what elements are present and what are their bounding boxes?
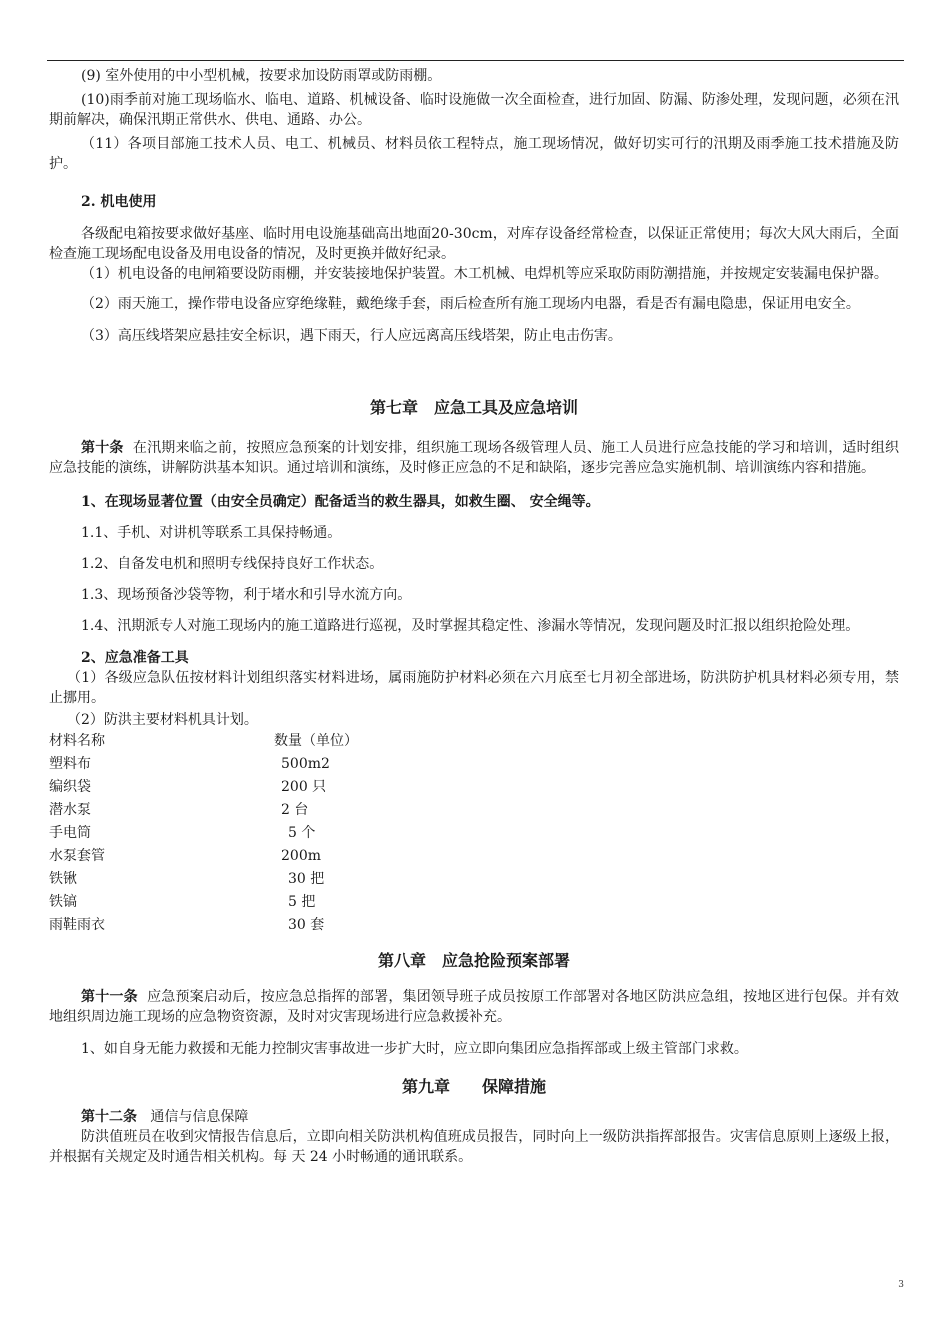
article-10-paragraph [49, 438, 899, 478]
materials-header-qty: 数量（单位） [274, 733, 358, 749]
article-12-text: 防洪值班员在收到灾情报告信息后，立即向相关防洪机构值班成员报告，同时向上一级防洪指挥部报告。灾害信息原则上逐级上报，并根据有关规定及时通告相关机构。每 天 24 小时畅通的通讯联系。 [49, 1129, 899, 1165]
table-row [49, 776, 899, 799]
table-row [49, 753, 899, 776]
article-10-text: 在汛期来临之前，按照应急预案的计划安排，组织施工现场各级管理人员、施工人员进行应急技能的学习和培训，适时组织应急技能的演练，讲解防洪基本知识。通过培训和演练，及时修正应急的不足和缺陷，逐步完善应急实施机制、培训演练内容和措施。 [49, 440, 900, 476]
ch7-item1-sub4: 1.4、汛期派专人对施工现场内的施工道路进行巡视，及时掌握其稳定性、渗漏水等情况，发现问题及时汇报以组织抢险处理。 [81, 618, 860, 634]
material-name: 铁锹 [49, 871, 77, 887]
ch7-item1-sub3: 1.3、现场预备沙袋等物，利于堵水和引导水流方向。 [81, 587, 412, 603]
article-11-label: 第十一条 [81, 989, 138, 1005]
article-11-paragraph [49, 987, 899, 1027]
article-12-label: 第十二条 [81, 1109, 137, 1125]
material-qty: 5 个 [288, 825, 316, 841]
table-row [49, 845, 899, 868]
page-number: 3 [898, 1280, 904, 1290]
table-row [49, 891, 899, 914]
header-rule [47, 60, 904, 61]
section-title-mech: 2. 机电使用 [81, 194, 157, 210]
material-qty: 500m2 [281, 756, 330, 772]
paragraph-item-9: (9) 室外使用的中小型机械，按要求加设防雨罩或防雨棚。 [81, 68, 442, 84]
paragraph-item-11: （11）各项目部施工技术人员、电工、机械员、材料员依工程特点，施工现场情况，做好切实可行的汛期及雨季施工技术措施及防护。 [49, 136, 899, 172]
material-qty: 200m [281, 848, 321, 864]
table-row [49, 822, 899, 845]
material-name: 水泵套管 [49, 848, 105, 864]
article-12-heading [49, 1107, 899, 1127]
chapter-8-title: 第八章 应急抢险预案部署 [377, 951, 570, 970]
material-name: 潜水泵 [49, 802, 91, 818]
paragraph-item-10: (10)雨季前对施工现场临水、临电、道路、机械设备、临时设施做一次全面检查，进行加固、防漏、防渗处理，发现问题，必须在汛期前解决，确保汛期正常供水、供电、通路、办公。 [49, 92, 899, 128]
paragraph-mech-3: （3）高压线塔架应悬挂安全标识，遇下雨天，行人应远离高压线塔架，防止电击伤害。 [81, 328, 622, 344]
article-10-label: 第十条 [81, 440, 124, 456]
ch7-item1-sub2: 1.2、自备发电机和照明专线保持良好工作状态。 [81, 556, 384, 572]
material-name: 塑料布 [49, 756, 91, 772]
ch7-item1-title: 1、在现场显著位置（由安全员确定）配备适当的救生器具，如救生圈、 安全绳等。 [81, 494, 600, 510]
paragraph-mech-2: （2）雨天施工，操作带电设备应穿绝缘鞋，戴绝缘手套，雨后检查所有施工现场内电器，看是否有漏电隐患，保证用电安全。 [81, 296, 860, 312]
ch7-item2-title: 2、应急准备工具 [81, 650, 189, 666]
material-name: 铁镐 [49, 894, 77, 910]
chapter-9-title: 第九章 保障措施 [401, 1077, 546, 1096]
materials-table [49, 730, 899, 937]
material-name: 编织袋 [49, 779, 91, 795]
material-name: 雨鞋雨衣 [49, 917, 105, 933]
table-row [49, 914, 899, 937]
material-qty: 30 套 [288, 917, 325, 933]
material-name: 手电筒 [49, 825, 91, 841]
material-qty: 2 台 [281, 802, 309, 818]
article-12-title: 通信与信息保障 [150, 1109, 249, 1125]
materials-header-name: 材料名称 [49, 733, 105, 749]
ch8-item1: 1、如自身无能力救援和无能力控制灾害事故进一步扩大时，应立即向集团应急指挥部或上级主管部门求救。 [81, 1041, 748, 1057]
chapter-7-title: 第七章 应急工具及应急培训 [369, 398, 578, 417]
paragraph-mech-intro: 各级配电箱按要求做好基座、临时用电设施基础高出地面20-30cm，对库存设备经常检查，以保证正常使用；每次大风大雨后，全面检查施工现场配电设备及用电设备的情况，及时更换并做好纪录。 [49, 226, 899, 262]
document-page [49, 64, 899, 1167]
ch7-item1-sub1: 1.1、手机、对讲机等联系工具保持畅通。 [81, 525, 342, 541]
table-row [49, 799, 899, 822]
article-11-text: 应急预案启动后，按应急总指挥的部署，集团领导班子成员按原工作部署对各地区防洪应急组，按地区进行包保。并有效地组织周边施工现场的应急物资资源，及时对灾害现场进行应急救援补充。 [49, 989, 900, 1025]
material-qty: 5 把 [288, 894, 316, 910]
material-qty: 200 只 [281, 779, 327, 795]
ch7-item2-p2: （2）防洪主要材料机具计划。 [67, 712, 258, 728]
materials-table-header [49, 730, 899, 753]
material-qty: 30 把 [288, 871, 325, 887]
paragraph-mech-1: （1）机电设备的电闸箱要设防雨棚，并安装接地保护装置。木工机械、电焊机等应采取防雨防潮措施，并按规定安装漏电保护器。 [81, 266, 888, 282]
table-row [49, 868, 899, 891]
ch7-item2-p1: （1）各级应急队伍按材料计划组织落实材料进场，属雨施防护材料必须在六月底至七月初全部进场，防洪防护机具材料必须专用，禁止挪用。 [49, 670, 899, 706]
